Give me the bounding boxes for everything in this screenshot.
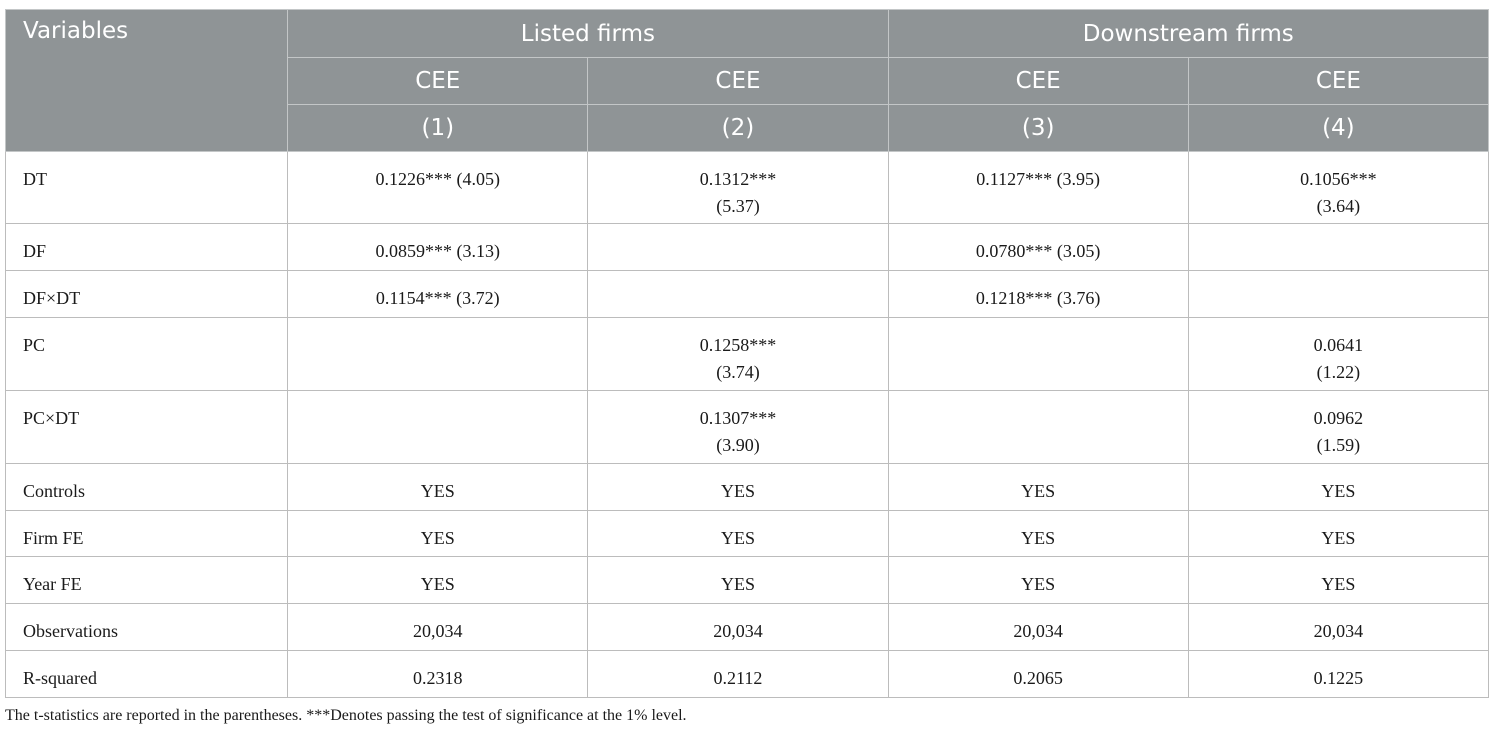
cell-value: 0.1258*** [699,335,777,355]
table-cell [288,271,588,318]
table-row [6,391,1489,464]
table-cell [888,651,1188,698]
cell-value: YES [1321,481,1356,501]
cell-value: 0.1307*** [699,408,777,428]
cell-value: YES [720,574,755,594]
table-row [6,557,1489,604]
cell-value: (3.64) [1316,196,1361,216]
variables-header: Variables [6,10,288,152]
table-cell [288,224,588,271]
table-cell [888,152,1188,224]
table-cell [1188,651,1488,698]
cell-value: 0.1312*** [699,169,777,189]
table-cell [1188,464,1488,511]
table-cell [1188,391,1488,464]
row-label: Observations [6,604,288,651]
table-row [6,152,1489,224]
cell-value: 0.1154*** (3.72) [375,288,500,308]
table-cell [588,224,888,271]
cell-value: YES [420,574,455,594]
table-row [6,604,1489,651]
table-row [6,271,1489,318]
cell-value: YES [1021,528,1056,548]
table-cell [588,511,888,557]
downstream-firms-header: Downstream firms [888,10,1488,58]
row-label: PC×DT [6,391,288,464]
row-label: R-squared [6,651,288,698]
table-row [6,511,1489,557]
regression-table [5,9,1489,698]
cell-value: 0.1127*** (3.95) [976,169,1101,189]
table-row [6,224,1489,271]
table-row [6,464,1489,511]
row-label: Firm FE [6,511,288,557]
cell-value: 0.0780*** (3.05) [975,241,1101,261]
table-cell [888,271,1188,318]
cell-value: YES [420,528,455,548]
table-cell [288,511,588,557]
table-cell [888,318,1188,391]
table-cell [1188,271,1488,318]
table-cell [588,391,888,464]
table-cell [588,651,888,698]
cell-value: 20,034 [1313,621,1364,641]
table-cell [288,557,588,604]
cell-value: (5.37) [716,196,760,216]
cell-value: 0.1226*** (4.05) [375,169,501,189]
cell-value: 0.0641 [1313,335,1364,355]
table-cell [588,557,888,604]
table-cell [1188,224,1488,271]
table-cell [1188,318,1488,391]
table-cell [888,464,1188,511]
cell-value: YES [1021,574,1056,594]
row-label: Controls [6,464,288,511]
table-cell [888,557,1188,604]
cell-value: 0.2318 [413,668,463,688]
table-cell [588,152,888,224]
cell-value: YES [420,481,455,501]
dep-var-header: CEE [1188,58,1488,105]
table-cell [888,391,1188,464]
row-label: DT [6,152,288,224]
cell-value: YES [1321,528,1356,548]
table-body [6,152,1489,698]
table-cell [1188,604,1488,651]
cell-value: YES [720,481,755,501]
cell-value: 0.1218*** (3.76) [975,288,1101,308]
table-cell [1188,557,1488,604]
table-row [6,651,1489,698]
cell-value: 0.2065 [1013,668,1063,688]
cell-value: (3.90) [716,435,760,455]
cell-value: 0.0859*** (3.13) [375,241,501,261]
table-cell [288,604,588,651]
table-cell [288,391,588,464]
cell-value: 20,034 [1013,621,1063,641]
listed-firms-header: Listed firms [288,10,888,58]
table-cell [588,604,888,651]
cell-value: (1.59) [1316,435,1361,455]
cell-value: 0.0962 [1313,408,1364,428]
table-cell [888,604,1188,651]
table-row [6,318,1489,391]
cell-value: YES [1321,574,1356,594]
table-cell [288,464,588,511]
dep-var-header: CEE [288,58,588,105]
table-cell [588,271,888,318]
row-label: DF×DT [6,271,288,318]
table-cell [1188,152,1488,224]
table-cell [288,651,588,698]
cell-value: (3.74) [716,362,760,382]
cell-value: (1.22) [1316,362,1361,382]
cell-value: YES [720,528,755,548]
cell-value: 0.1225 [1313,668,1364,688]
dep-var-header: CEE [888,58,1188,105]
table-footnote: The t-statistics are reported in the parentheses. ***Denotes passing the test of significance at the 1% level. [5,707,687,724]
row-label: Year FE [6,557,288,604]
table-cell [888,224,1188,271]
model-number-header: (2) [588,105,888,152]
table-cell [588,464,888,511]
cell-value: YES [1021,481,1056,501]
table-cell [288,152,588,224]
model-number-header: (1) [288,105,588,152]
table-cell [288,318,588,391]
table-cell [888,511,1188,557]
cell-value: 20,034 [413,621,463,641]
model-number-header: (4) [1188,105,1488,152]
cell-value: 0.1056*** [1300,169,1377,189]
cell-value: 0.2112 [713,668,763,688]
cell-value: 20,034 [713,621,763,641]
dep-var-header: CEE [588,58,888,105]
table-cell [1188,511,1488,557]
model-number-header: (3) [888,105,1188,152]
row-label: DF [6,224,288,271]
table-cell [588,318,888,391]
row-label: PC [6,318,288,391]
